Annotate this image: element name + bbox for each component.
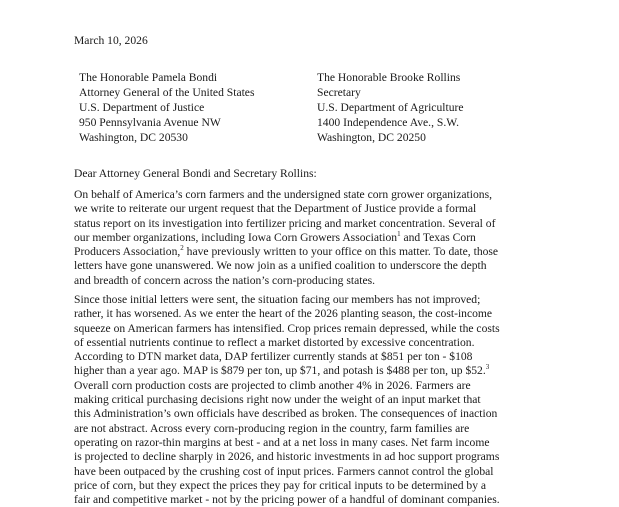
paragraph-line: this Administration’s own officials have described as broken. The consequences of inaction bbox=[74, 407, 498, 421]
address-line: U.S. Department of Justice bbox=[79, 101, 205, 114]
footnote-ref-3: 3 bbox=[485, 363, 490, 372]
paragraph-line: fair and competitive market - not by the pricing power of a handful of dominant companies. bbox=[74, 493, 500, 507]
paragraph-line bbox=[74, 364, 614, 378]
line-text: Producers Association, bbox=[74, 245, 181, 259]
recipient-address-usda bbox=[317, 70, 464, 145]
address-line: The Honorable Pamela Bondi bbox=[79, 71, 218, 84]
paragraph-line: of essential nutrients continue to reflect a market distorted by excessive concentration. bbox=[74, 335, 475, 349]
line-text: and Texas Corn bbox=[400, 230, 476, 244]
paragraph-line: rather, it has worsened. As we enter the heart of the 2026 planting season, the cost-income bbox=[74, 307, 493, 321]
paragraph-line: are not abstract. Across every corn-producing region in the country, farm families are bbox=[74, 421, 470, 435]
paragraph-line: and breadth of concern across the nation’s corn-producing states. bbox=[74, 273, 376, 287]
line-text: higher than a year ago. MAP is $879 per ton, up $71, and potash is $488 per ton, up $52. bbox=[74, 364, 486, 378]
paragraph-line: operating on razor-thin margins at best - and at a net loss in many cases. Net farm income bbox=[74, 435, 490, 449]
line-text: have previously written to your office on this matter. To date, those bbox=[183, 245, 499, 259]
salutation: Dear Attorney General Bondi and Secretary Rollins: bbox=[74, 167, 317, 180]
address-line: Secretary bbox=[317, 86, 361, 99]
address-line: Washington, DC 20530 bbox=[79, 131, 188, 144]
paragraph-line: making critical purchasing decisions right now under the weight of an input market that bbox=[74, 393, 481, 407]
address-line: The Honorable Brooke Rollins bbox=[317, 71, 461, 84]
paragraph-line: status report on its investigation into fertilizer pricing and market concentration. Several of bbox=[74, 216, 496, 230]
letter-date: March 10, 2026 bbox=[74, 34, 148, 47]
paragraph-line: squeeze on American farmers has intensified. Crop prices remain depressed, while the costs bbox=[74, 321, 500, 335]
address-line: U.S. Department of Agriculture bbox=[317, 101, 464, 114]
paragraph-line: On behalf of America’s corn farmers and the undersigned state corn grower organizations, bbox=[74, 188, 492, 201]
address-line: Washington, DC 20250 bbox=[317, 131, 426, 144]
footnote-ref-1: 1 bbox=[397, 230, 401, 239]
paragraph-line: Since those initial letters were sent, the situation facing our members has not improved; bbox=[74, 293, 481, 306]
paragraph-line: have been outpaced by the crushing cost of input prices. Farmers cannot control the global bbox=[74, 464, 494, 478]
paragraph-line: price of corn, but they expect the prices they pay for critical inputs to be determined by a bbox=[74, 478, 487, 492]
paragraph-line: Overall corn production costs are projected to climb another 4% in 2026. Farmers are bbox=[74, 378, 471, 392]
address-line: Attorney General of the United States bbox=[79, 86, 255, 99]
paragraph-line: is projected to decline sharply in 2026, and historic investments in ad hoc support programs bbox=[74, 450, 500, 464]
paragraph-line bbox=[74, 245, 614, 259]
line-text: our member organizations, including Iowa Corn Growers Association bbox=[74, 230, 398, 244]
recipient-address-doj bbox=[79, 70, 254, 145]
footnote-ref-2: 2 bbox=[180, 244, 184, 253]
address-line: 1400 Independence Ave., S.W. bbox=[317, 116, 459, 129]
paragraph-line: According to DTN market data, DAP fertilizer currently stands at $851 per ton - $108 bbox=[74, 350, 473, 364]
address-line: 950 Pennsylvania Avenue NW bbox=[79, 116, 221, 129]
body-paragraph-1 bbox=[74, 188, 614, 288]
paragraph-line: letters have gone unanswered. We now join as a unified coalition to underscore the depth bbox=[74, 259, 487, 273]
body-paragraph-2 bbox=[74, 293, 614, 507]
paragraph-line: we write to reiterate our urgent request that the Department of Justice provide a formal bbox=[74, 202, 477, 216]
paragraph-line bbox=[74, 231, 614, 245]
